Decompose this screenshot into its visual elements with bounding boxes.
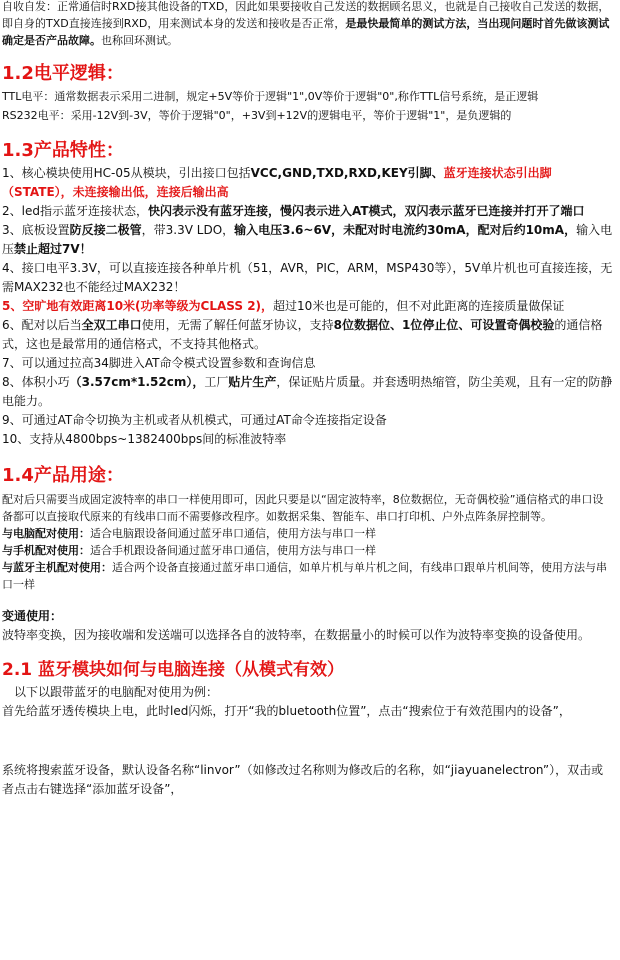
usage-phone: [2, 542, 614, 559]
feature-1-text: 1、核心模块使用HC-05从模块，引出接口包括: [2, 166, 251, 180]
usage-pc: [2, 525, 614, 542]
feature-item-7: 7、可以通过拉高34脚进入AT命令模式设置参数和查询信息: [2, 356, 316, 370]
feature-3-voltage: 输入电压3.6~6V，未配对时电流约30mA，配对后约10mA，: [234, 223, 577, 237]
pairing-step-2: 系统将搜索蓝牙设备，默认设备名称“linvor”（如修改过名称则为修改后的名称，如“jiayuanelectron”），双击或者点击右键选择“添加蓝牙设备”，: [2, 763, 604, 796]
feature-8-e: ，保证贴片质量。并套透明热缩管，防尘美观，且有一定的防静电能力。: [2, 375, 613, 408]
feature-item-4: 4、接口电平3.3V，可以直接连接各种单片机（51，AVR，PIC，ARM，MSP430等），5V单片机也可直接连接，无需MAX232也不能经过MAX232！: [2, 261, 613, 294]
intro-bold: 是最快最简单的测试方法，当出现问题时首先做该测试确定是否产品故障。: [2, 17, 610, 47]
usage-master: [2, 559, 614, 593]
baud-conversion-text: 波特率变换，因为接收端和发送端可以选择各自的波特率，在数据量小的时候可以作为波特率变换的设备使用。: [2, 628, 591, 642]
feature-2-text: 2、led指示蓝牙连接状态，: [2, 204, 148, 218]
feature-8-a: 8、体积小巧: [2, 375, 70, 389]
feature-6-e: 的通信格式，这也是最常用的通信格式，不支持其他格式。: [2, 318, 603, 351]
section-1-4-title: 1.4产品用途：: [2, 465, 124, 486]
feature-item-8: [2, 373, 614, 411]
feature-8-size: （3.57cm*1.52cm），: [69, 375, 205, 389]
feature-item-6: [2, 316, 614, 354]
feature-item-9: 9、可通过AT命令切换为主机或者从机模式，可通过AT命令连接指定设备: [2, 413, 387, 427]
pairing-step-1: 首先给蓝牙透传模块上电，此时led闪烁，打开“我的bluetooth位置”，点击“搜索位于有效范围内的设备”，: [2, 704, 571, 718]
feature-6-a: 6、配对以后当: [2, 318, 82, 332]
feature-item-2: [2, 202, 614, 221]
baud-conversion-label: [2, 607, 614, 626]
section-1-3-title: 1.3产品特性：: [2, 140, 124, 161]
baud-label-text: 变通使用：: [2, 609, 63, 623]
section-1-2-title: 1.2电平逻辑：: [2, 63, 124, 84]
feature-2-bold: 快闪表示没有蓝牙连接，慢闪表示进入AT模式，双闪表示蓝牙已连接并打开了端口: [147, 204, 585, 218]
feature-5-range: 5、空旷地有效距离10米(功率等级为CLASS 2)，: [2, 299, 274, 313]
feature-1-pins: VCC,GND,TXD,RXD,KEY引脚、: [250, 166, 444, 180]
intro-text: 自收自发：正常通信时RXD接其他设备的TXD，因此如果要接收自己发送的数据顾名思义，也就是自己接收自己发送的数据，即自身的TXD直接连接到RXD，用来测试本身的发送和接收是否正常，: [2, 0, 610, 30]
feature-6-b: 全双工串口: [81, 318, 142, 332]
feature-item-3: [2, 221, 614, 259]
feature-3-diode: 防反接二极管: [69, 223, 142, 237]
usage-phone-label: 与手机配对使用：: [2, 544, 90, 557]
rs232-level-text: RS232电平：采用-12V到-3V，等价于逻辑"0"，+3V到+12V的逻辑电平，等价于逻辑"1"，是负逻辑的: [2, 109, 512, 122]
intro-tail: 也称回环测试。: [101, 34, 178, 47]
usage-pc-text: 适合电脑跟设备间通过蓝牙串口通信，使用方法与串口一样: [90, 527, 376, 540]
feature-item-1: [2, 164, 614, 202]
usage-paragraph: 配对后只需要当成固定波特率的串口一样使用即可，因此只要是以“固定波特率，8位数据位，无奇偶校验”通信格式的串口设备都可以直接取代原来的有线串口而不需要修改程序。如数据采集、智能车、串口打印机、户外点阵条屏控制等。: [2, 493, 604, 523]
feature-6-c: 使用，无需了解任何蓝牙协议，支持: [141, 318, 334, 332]
feature-8-smt: 贴片生产: [228, 375, 277, 389]
usage-pc-label: 与电脑配对使用：: [2, 527, 90, 540]
feature-5-text: 超过10米也是可能的，但不对此距离的连接质量做保证: [273, 299, 565, 313]
feature-3-text: 3、底板设置: [2, 223, 70, 237]
feature-3-input: 输入电压: [2, 223, 613, 256]
feature-3-ldo: ，带3.3V LDO，: [141, 223, 235, 237]
section-2-1-title: 2.1 蓝牙模块如何与电脑连接（从模式有效）: [2, 660, 345, 680]
usage-phone-text: 适合手机跟设备间通过蓝牙串口通信，使用方法与串口一样: [90, 544, 376, 557]
feature-item-10: 10、支持从4800bps~1382400bps间的标准波特率: [2, 432, 287, 446]
usage-master-label: 与蓝牙主机配对使用：: [2, 561, 112, 574]
feature-6-d: 8位数据位、1位停止位、可设置奇偶校验: [333, 318, 555, 332]
intro-paragraph: [2, 0, 614, 49]
ttl-level-text: TTL电平：通常数据表示采用二进制，规定+5V等价于逻辑"1",0V等价于逻辑"0",称作TTL信号系统，是正逻辑: [2, 90, 539, 103]
feature-item-5: [2, 297, 614, 316]
pairing-intro: 以下以跟带蓝牙的电脑配对使用为例：: [14, 685, 219, 699]
feature-1-state: 蓝牙连接状态引出脚（STATE），未连接输出低，连接后输出高: [2, 166, 552, 199]
feature-8-c: 工厂: [204, 375, 229, 389]
usage-master-text: 适合两个设备直接通过蓝牙串口通信，如单片机与单片机之间，有线串口跟单片机间等，使用方法与串口一样: [2, 561, 607, 591]
feature-3-limit: 禁止超过7V！: [14, 242, 92, 256]
